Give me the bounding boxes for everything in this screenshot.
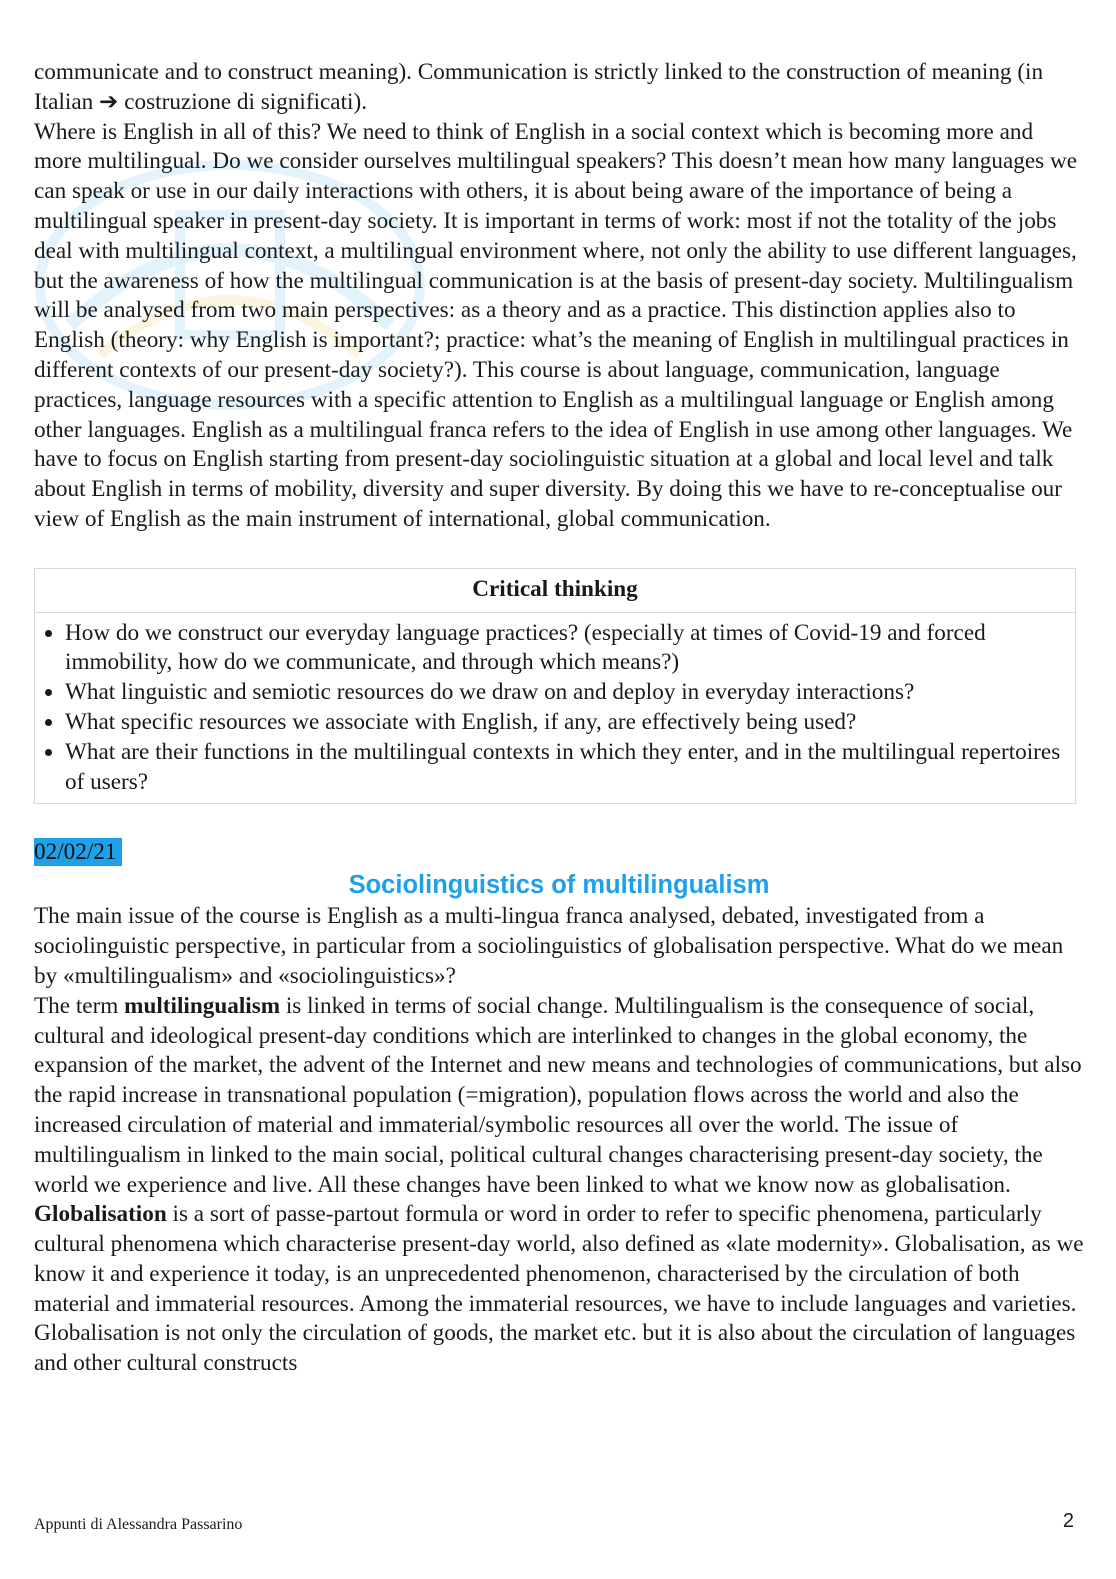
page-number: 2 bbox=[1062, 1510, 1074, 1532]
text-run: is linked in terms of social change. Multilingualism is the consequence of social, cultural and ideological present-day conditions which are interlinked to changes in the global economy, the expansion of the market, the advent of the Internet and new means and technologies of communications, but also the rapid increase in transnational population (=migration), population flows across the world and also the increased circulation of material and immaterial/symbolic resources all over the world. The issue of multilingualism in linked to the main social, political cultural changes characterising present-day society, the world we experience and live. All these changes have been linked to what we know now as globalisation. bbox=[34, 992, 1082, 1198]
date-highlight: 02/02/21 bbox=[34, 838, 122, 866]
text-run: The term bbox=[34, 992, 125, 1019]
footer-author: Appunti di Alessandra Passarino bbox=[34, 1516, 243, 1533]
paragraph-section-intro: The main issue of the course is English as a multi-lingua franca analysed, debated, investigated from a sociolinguistic perspective, in particular from a sociolinguistics of globalisation perspective. What do we mean by «multilingualism» and «sociolinguistics»? bbox=[34, 903, 1064, 989]
paragraph-english-context: Where is English in all of this? We need to think of English in a social context which is becoming more and more multilingual. Do we consider ourselves multilingual speakers? This doesn’t mean how many languages we can speak or use in our daily interactions with others, it is about being aware of the importance of being a multilingual speaker in present-day society. It is important in terms of work: most if not the totality of the jobs deal with multilingual context, a multilingual environment where, not only the ability to use different languages, but the awareness of how the multilingual communication is at the basis of present-day society. Multilingualism will be analysed from two main perspectives: as a theory and as a practice. This distinction applies also to English (theory: why English is important?; practice: what’s the meaning of English in multilingual practices in different contexts of our present-day society?). This course is about language, communication, language practices, language resources with a specific attention to English as a multilingual language or English among other languages. English as a multilingual franca refers to the idea of English in use among other languages. We have to focus on English starting from present-day sociolinguistic situation at a global and local level and talk about English in terms of mobility, diversity and super diversity. By doing this we have to re-conceptualise our view of English as the main instrument of international, global communication. bbox=[34, 118, 1077, 532]
critical-thinking-title: Critical thinking bbox=[35, 569, 1075, 613]
section-title: Sociolinguistics of multilingualism bbox=[348, 871, 770, 900]
paragraph-multilingualism bbox=[34, 992, 1084, 1379]
critical-thinking-list bbox=[35, 613, 1075, 804]
text-run: is a sort of passe-partout formula or word in order to refer to specific phenomena, particularly cultural phenomena which characterise present-day world, also defined as «late modernity». Globalisation, as we know it and experience it today, is an unprecedented phenomenon, characterised by the circulation of both material and immaterial resources. Among the immaterial resources, we have to include languages and varieties. Globalisation is not only the circulation of goods, the market etc. but it is also about the circulation of languages and other cultural constructs bbox=[34, 1201, 1084, 1377]
list-item: • What are their functions in the multilingual contexts in which they enter, and in the multilingual repertoires of users? bbox=[65, 738, 1067, 798]
term-multilingualism: multilingualism bbox=[124, 992, 281, 1019]
list-item: • What linguistic and semiotic resources do we draw on and deploy in everyday interactions? bbox=[65, 678, 1067, 708]
paragraph-continuation: communicate and to construct meaning). Communication is strictly linked to the construction of meaning (in Italian ➔ costruzione di significati). bbox=[34, 59, 1044, 115]
document-page bbox=[34, 58, 1084, 1379]
term-globalisation: Globalisation bbox=[34, 1201, 167, 1228]
list-item: • What specific resources we associate with English, if any, are effectively being used? bbox=[65, 708, 1067, 738]
list-item: • How do we construct our everyday language practices? (especially at times of Covid-19 and forced immobility, how do we communicate, and through which means?) bbox=[65, 619, 1067, 679]
critical-thinking-box bbox=[34, 568, 1076, 805]
date-row bbox=[34, 838, 1084, 868]
